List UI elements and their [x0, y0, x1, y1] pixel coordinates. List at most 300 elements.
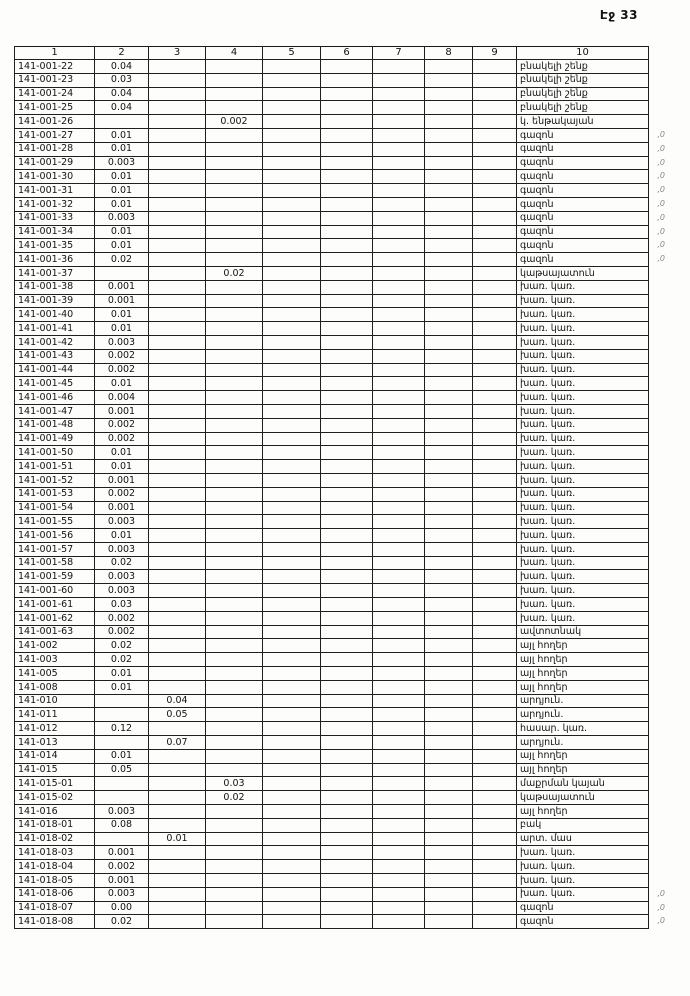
cell-parcel-code: 141-001-54 [15, 501, 95, 515]
cell-area-value [425, 225, 473, 239]
cell-area-value [425, 901, 473, 915]
table-row [15, 115, 649, 129]
cell-area-value [473, 308, 517, 322]
table-row [15, 736, 649, 750]
cell-area-value [149, 473, 206, 487]
cell-area-value: 0.001 [95, 501, 149, 515]
cell-area-value [425, 363, 473, 377]
cell-area-value [206, 460, 263, 474]
cell-area-value [373, 225, 425, 239]
cell-area-value [473, 349, 517, 363]
cell-area-value [206, 308, 263, 322]
cell-area-value [373, 901, 425, 915]
cell-area-value [425, 280, 473, 294]
table-row [15, 87, 649, 101]
cell-land-use: խառ. կառ. [517, 556, 649, 570]
cell-area-value [473, 446, 517, 460]
table-row [15, 584, 649, 598]
cell-area-value [263, 874, 321, 888]
cell-area-value [206, 446, 263, 460]
cell-area-value [373, 749, 425, 763]
cell-area-value [263, 542, 321, 556]
cell-land-use: խառ. կառ. [517, 611, 649, 625]
page-number: Էջ 33 [599, 8, 638, 22]
cell-area-value [373, 73, 425, 87]
table-row [15, 791, 649, 805]
cell-area-value [373, 529, 425, 543]
cell-area-value [149, 266, 206, 280]
cell-parcel-code: 141-001-46 [15, 391, 95, 405]
cell-area-value [149, 598, 206, 612]
cell-area-value [473, 860, 517, 874]
cell-area-value [95, 791, 149, 805]
cell-area-value: 0.002 [95, 625, 149, 639]
cell-area-value [321, 832, 373, 846]
cell-area-value [263, 211, 321, 225]
cell-area-value [373, 87, 425, 101]
cell-area-value [373, 322, 425, 336]
cell-area-value: 0.04 [95, 101, 149, 115]
cell-area-value [425, 335, 473, 349]
cell-area-value [206, 377, 263, 391]
table-row [15, 308, 649, 322]
cell-parcel-code: 141-001-41 [15, 322, 95, 336]
cell-parcel-code: 141-001-45 [15, 377, 95, 391]
cell-area-value [263, 777, 321, 791]
cell-area-value [425, 887, 473, 901]
cell-area-value: 0.003 [95, 211, 149, 225]
cell-area-value [149, 115, 206, 129]
cell-area-value [321, 736, 373, 750]
cell-area-value [373, 377, 425, 391]
cell-area-value [149, 625, 206, 639]
cell-area-value [473, 142, 517, 156]
cell-area-value [263, 708, 321, 722]
table-row [15, 832, 649, 846]
cell-area-value: 0.01 [95, 446, 149, 460]
table-row [15, 515, 649, 529]
cell-area-value [473, 266, 517, 280]
cell-area-value [263, 653, 321, 667]
table-row [15, 184, 649, 198]
cell-area-value [149, 73, 206, 87]
table-row [15, 404, 649, 418]
table-row [15, 197, 649, 211]
cell-area-value [263, 887, 321, 901]
cell-area-value [263, 294, 321, 308]
cell-area-value [321, 791, 373, 805]
cell-area-value: 0.05 [95, 763, 149, 777]
table-row [15, 680, 649, 694]
cell-parcel-code: 141-001-48 [15, 418, 95, 432]
table-row [15, 156, 649, 170]
cell-area-value [263, 749, 321, 763]
cell-area-value [473, 598, 517, 612]
cell-land-use: բնակելի շենք [517, 73, 649, 87]
cell-parcel-code: 141-018-08 [15, 915, 95, 929]
cell-area-value [425, 170, 473, 184]
cell-area-value: 0.04 [95, 60, 149, 74]
cell-land-use: խառ. կառ. [517, 874, 649, 888]
cell-area-value [321, 542, 373, 556]
cell-area-value [473, 239, 517, 253]
cell-area-value [149, 611, 206, 625]
cell-area-value [425, 667, 473, 681]
cell-area-value [149, 128, 206, 142]
cell-area-value [149, 818, 206, 832]
cell-parcel-code: 141-001-25 [15, 101, 95, 115]
cell-area-value [263, 239, 321, 253]
cell-area-value [149, 239, 206, 253]
table-row [15, 694, 649, 708]
cell-parcel-code: 141-003 [15, 653, 95, 667]
cell-area-value [373, 239, 425, 253]
cell-area-value [206, 349, 263, 363]
cell-area-value [321, 874, 373, 888]
cell-area-value [321, 763, 373, 777]
cell-parcel-code: 141-001-26 [15, 115, 95, 129]
cell-area-value [149, 791, 206, 805]
cell-area-value [321, 239, 373, 253]
cell-area-value [149, 349, 206, 363]
cell-area-value: 0.04 [149, 694, 206, 708]
cell-area-value [206, 391, 263, 405]
cell-parcel-code: 141-001-61 [15, 598, 95, 612]
cell-area-value: 0.001 [95, 874, 149, 888]
cell-parcel-code: 141-001-31 [15, 184, 95, 198]
table-row [15, 570, 649, 584]
cell-area-value [206, 542, 263, 556]
table-row [15, 763, 649, 777]
cell-area-value [473, 363, 517, 377]
cell-area-value [206, 73, 263, 87]
cell-area-value [373, 860, 425, 874]
cell-area-value [206, 694, 263, 708]
cell-area-value [321, 584, 373, 598]
cell-area-value [321, 308, 373, 322]
cell-area-value [263, 832, 321, 846]
table-row [15, 170, 649, 184]
cell-area-value: 0.003 [95, 335, 149, 349]
cell-parcel-code: 141-001-37 [15, 266, 95, 280]
cell-area-value [206, 322, 263, 336]
cell-area-value [263, 391, 321, 405]
cell-parcel-code: 141-001-50 [15, 446, 95, 460]
cell-area-value [425, 818, 473, 832]
cell-parcel-code: 141-001-33 [15, 211, 95, 225]
cell-land-use: գազոն ,0 [517, 197, 649, 211]
cell-area-value [206, 749, 263, 763]
cell-area-value [95, 694, 149, 708]
cell-land-use: խառ. կառ. [517, 529, 649, 543]
cell-area-value [95, 708, 149, 722]
cell-area-value [473, 570, 517, 584]
cell-land-use: խառ. կառ. [517, 542, 649, 556]
cell-area-value [473, 874, 517, 888]
cell-area-value [425, 349, 473, 363]
cell-area-value [263, 432, 321, 446]
cell-area-value [321, 211, 373, 225]
cell-area-value: 0.02 [95, 915, 149, 929]
cell-parcel-code: 141-018-06 [15, 887, 95, 901]
column-header: 1 [15, 47, 95, 60]
cell-land-use: խառ. կառ. [517, 418, 649, 432]
cell-area-value [473, 501, 517, 515]
cell-area-value [321, 529, 373, 543]
cell-area-value [206, 363, 263, 377]
cell-area-value [473, 832, 517, 846]
cell-land-use: գազոն ,0 [517, 211, 649, 225]
cell-area-value: 0.01 [95, 239, 149, 253]
cell-area-value [425, 460, 473, 474]
cell-area-value [263, 418, 321, 432]
cell-area-value [149, 280, 206, 294]
cell-area-value [425, 542, 473, 556]
cell-parcel-code: 141-001-58 [15, 556, 95, 570]
cell-area-value: 0.002 [95, 432, 149, 446]
cell-area-value [149, 142, 206, 156]
cell-area-value [373, 915, 425, 929]
cell-area-value [321, 598, 373, 612]
cell-area-value [321, 225, 373, 239]
table-row [15, 280, 649, 294]
cell-area-value [473, 101, 517, 115]
cell-area-value [373, 791, 425, 805]
cell-parcel-code: 141-018-03 [15, 846, 95, 860]
cell-area-value [321, 446, 373, 460]
table-row [15, 901, 649, 915]
cell-area-value [263, 722, 321, 736]
cell-area-value [373, 142, 425, 156]
cell-parcel-code: 141-001-29 [15, 156, 95, 170]
column-header: 9 [473, 47, 517, 60]
cell-area-value [321, 749, 373, 763]
cell-parcel-code: 141-011 [15, 708, 95, 722]
cell-area-value [373, 280, 425, 294]
cell-area-value [425, 473, 473, 487]
cell-area-value [373, 556, 425, 570]
table-row [15, 418, 649, 432]
cell-area-value [206, 584, 263, 598]
column-header: 6 [321, 47, 373, 60]
cell-area-value [321, 335, 373, 349]
cell-area-value [263, 170, 321, 184]
cell-area-value [373, 363, 425, 377]
cell-area-value [206, 197, 263, 211]
cell-area-value [373, 115, 425, 129]
cell-area-value [149, 501, 206, 515]
cell-area-value [263, 791, 321, 805]
cell-area-value [425, 777, 473, 791]
cell-land-use: արդյուն. [517, 736, 649, 750]
cell-area-value [206, 253, 263, 267]
cell-area-value [373, 625, 425, 639]
cell-parcel-code: 141-001-47 [15, 404, 95, 418]
margin-annotation: ,0 [657, 129, 665, 139]
cell-land-use: ավտոտնակ [517, 625, 649, 639]
cell-area-value [425, 156, 473, 170]
cell-land-use: խառ. կառ. [517, 322, 649, 336]
cell-area-value [321, 846, 373, 860]
cell-area-value [473, 432, 517, 446]
cell-area-value [206, 722, 263, 736]
cell-land-use: արտ. մաս [517, 832, 649, 846]
cell-area-value [373, 404, 425, 418]
cell-area-value: 0.01 [95, 184, 149, 198]
cell-area-value [321, 694, 373, 708]
cell-area-value [321, 708, 373, 722]
cell-area-value: 0.01 [95, 142, 149, 156]
cell-area-value [321, 556, 373, 570]
cell-area-value [473, 487, 517, 501]
cell-parcel-code: 141-016 [15, 805, 95, 819]
cell-land-use: գազոն ,0 [517, 170, 649, 184]
cell-area-value [321, 170, 373, 184]
table-row [15, 391, 649, 405]
cell-area-value: 0.002 [95, 363, 149, 377]
cell-area-value [373, 156, 425, 170]
table-row [15, 639, 649, 653]
cell-land-use: խառ. կառ. [517, 598, 649, 612]
table-row [15, 225, 649, 239]
cell-area-value [206, 805, 263, 819]
cell-parcel-code: 141-001-34 [15, 225, 95, 239]
cell-area-value [373, 887, 425, 901]
cell-area-value: 0.02 [95, 253, 149, 267]
cell-area-value [373, 570, 425, 584]
cell-area-value [263, 487, 321, 501]
cell-area-value [473, 901, 517, 915]
cell-area-value [425, 763, 473, 777]
cell-area-value: 0.002 [95, 611, 149, 625]
cell-area-value [473, 197, 517, 211]
cell-area-value [425, 211, 473, 225]
margin-annotation: ,0 [657, 888, 665, 898]
cell-area-value [206, 101, 263, 115]
cell-area-value [263, 280, 321, 294]
cell-area-value: 0.004 [95, 391, 149, 405]
cell-area-value [321, 266, 373, 280]
cell-land-use: խառ. կառ. [517, 473, 649, 487]
cell-area-value: 0.02 [95, 556, 149, 570]
cell-area-value [373, 667, 425, 681]
cell-area-value [425, 556, 473, 570]
table-row [15, 460, 649, 474]
cell-land-use: խառ. կառ. [517, 335, 649, 349]
cell-parcel-code: 141-001-62 [15, 611, 95, 625]
cell-area-value [373, 653, 425, 667]
table-row [15, 653, 649, 667]
cell-area-value [373, 170, 425, 184]
cell-area-value [263, 225, 321, 239]
cell-area-value [206, 501, 263, 515]
cell-area-value: 0.003 [95, 156, 149, 170]
cell-area-value [149, 874, 206, 888]
cell-area-value [425, 680, 473, 694]
cell-parcel-code: 141-001-49 [15, 432, 95, 446]
cell-area-value [263, 598, 321, 612]
cell-area-value [373, 832, 425, 846]
cell-area-value [206, 887, 263, 901]
cell-area-value [473, 805, 517, 819]
cell-area-value [473, 625, 517, 639]
cell-area-value [206, 763, 263, 777]
cell-land-use: այլ հողեր [517, 680, 649, 694]
margin-annotation: ,0 [657, 198, 665, 208]
table-row [15, 487, 649, 501]
cell-area-value: 0.01 [95, 322, 149, 336]
cell-area-value: 0.001 [95, 294, 149, 308]
cell-area-value [321, 363, 373, 377]
cell-area-value: 0.003 [95, 570, 149, 584]
cell-area-value [473, 722, 517, 736]
cell-area-value [373, 818, 425, 832]
cell-area-value [425, 874, 473, 888]
cell-land-use: խառ. կառ. [517, 446, 649, 460]
cell-area-value [321, 860, 373, 874]
cell-parcel-code: 141-018-01 [15, 818, 95, 832]
cell-area-value [206, 335, 263, 349]
cell-land-use: խառ. կառ. [517, 515, 649, 529]
cell-area-value [206, 87, 263, 101]
cell-area-value [263, 335, 321, 349]
cell-area-value [149, 184, 206, 198]
cell-area-value [206, 239, 263, 253]
table-row [15, 915, 649, 929]
cell-area-value [373, 501, 425, 515]
cell-parcel-code: 141-001-24 [15, 87, 95, 101]
cell-parcel-code: 141-018-04 [15, 860, 95, 874]
cell-land-use: խառ. կառ. [517, 363, 649, 377]
cell-area-value [473, 542, 517, 556]
cell-area-value [425, 322, 473, 336]
cell-area-value: 0.02 [95, 653, 149, 667]
cell-area-value [321, 901, 373, 915]
cell-area-value [263, 87, 321, 101]
cell-area-value [425, 529, 473, 543]
cell-area-value [473, 377, 517, 391]
cell-area-value: 0.01 [95, 680, 149, 694]
cell-area-value [473, 611, 517, 625]
cell-area-value [473, 60, 517, 74]
cell-area-value [206, 667, 263, 681]
cell-area-value: 0.01 [95, 170, 149, 184]
cell-area-value [321, 73, 373, 87]
cell-area-value [473, 680, 517, 694]
cell-area-value [373, 184, 425, 198]
cell-area-value [373, 335, 425, 349]
cell-area-value [263, 763, 321, 777]
cell-area-value [425, 197, 473, 211]
cell-area-value [263, 915, 321, 929]
cell-area-value [206, 736, 263, 750]
cell-area-value [373, 197, 425, 211]
cell-area-value [373, 584, 425, 598]
cell-area-value [263, 584, 321, 598]
cell-area-value [206, 901, 263, 915]
cell-area-value [373, 639, 425, 653]
table-row [15, 377, 649, 391]
cell-land-use: խառ. կառ. [517, 377, 649, 391]
cell-land-use: խառ. կառ. [517, 432, 649, 446]
cell-parcel-code: 141-013 [15, 736, 95, 750]
cell-area-value [425, 639, 473, 653]
cell-area-value [473, 253, 517, 267]
cell-land-use: խառ. կառ. [517, 294, 649, 308]
cell-land-use: այլ հողեր [517, 763, 649, 777]
cell-area-value: 0.001 [95, 404, 149, 418]
cell-area-value [373, 542, 425, 556]
